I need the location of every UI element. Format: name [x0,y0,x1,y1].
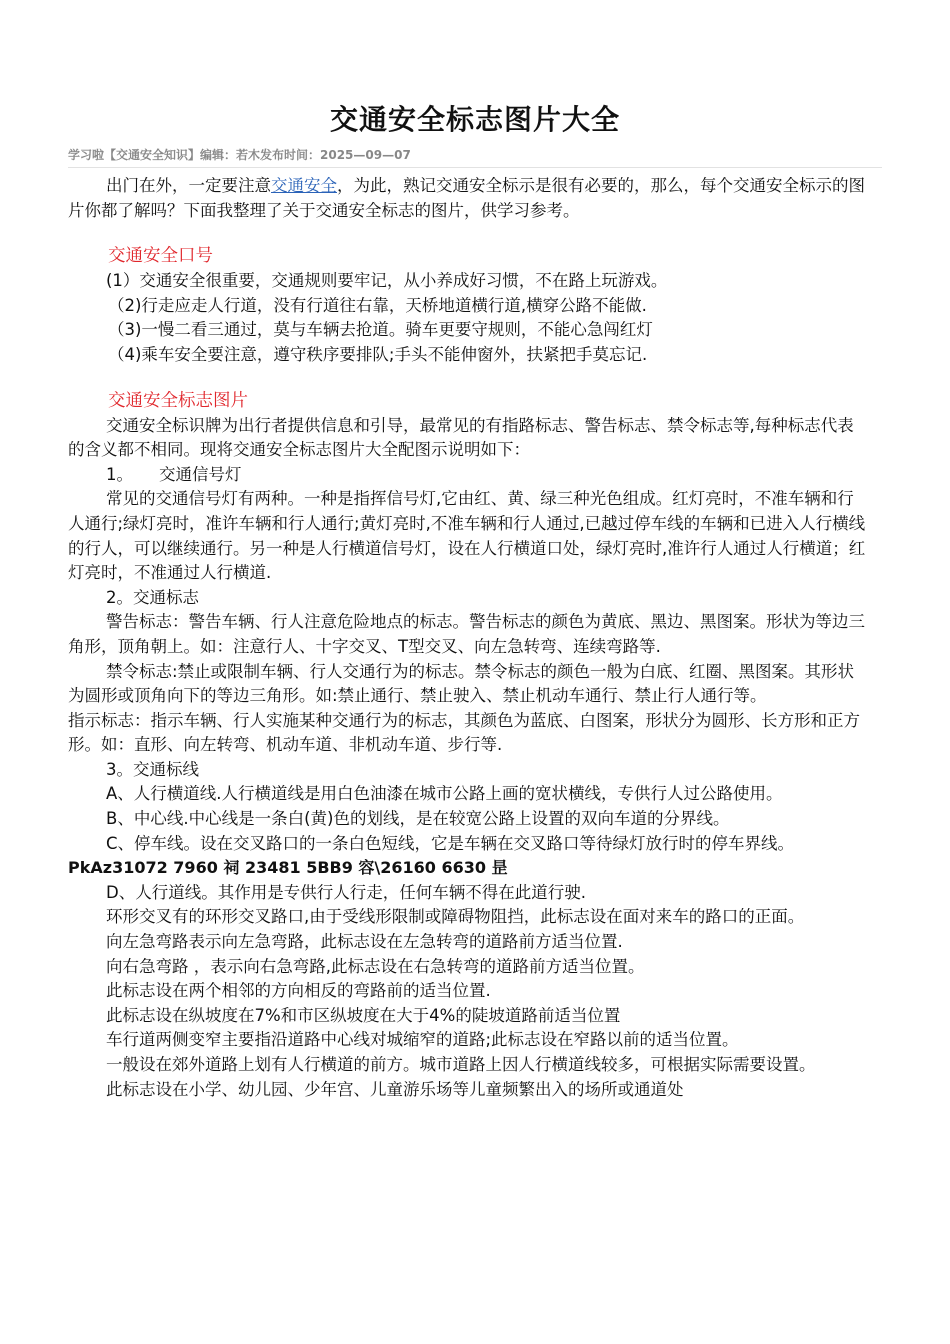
intro-paragraph [68,174,868,223]
crosswalk-line-paragraph: A、人行横道线.人行横道线是用白色油漆在城市公路上画的宽状横线，专供行人过公路使用。 [106,784,783,804]
stop-line-paragraph: C、停车线。设在交叉路口的一条白色短线，它是车辆在交叉路口等待绿灯放行时的停车界线。 [106,833,795,853]
slogan-item: (1）交通安全很重要，交通规则要牢记，从小养成好习惯，不在路上玩游戏。 [106,271,668,291]
intro-text-end: ，为此，熟记交通安全标示是很有必要的，那么，每个交通安全标示的图片你都了解吗？下面我整理了关于交通安全标志的图片，供学习参考。 [68,176,865,220]
indication-sign-paragraph: 指示标志：指示车辆、行人实施某种交通行为的标志，其颜色为蓝底、白图案，形状分为圆形、长方形和正方形。如：直形、向左转弯、机动车道、非机动车道、步行等. [68,710,860,755]
intro-text-start: 出门在外，一定要注意 [106,176,271,195]
signs-intro-paragraph: 交通安全标识牌为出行者提供信息和引导，最常见的有指路标志、警告标志、禁令标志等,每种标志代表的含义都不相同。现将交通安全标志图片大全配图示说明如下： [68,415,854,460]
warning-sign-paragraph: 警告标志：警告车辆、行人注意危险地点的标志。警告标志的颜色为黄底、黑边、黑图案。形状为等边三角形，顶角朝上。如：注意行人、十字交叉、T型交叉、向左急转弯、连续弯路等. [68,612,865,656]
meta-divider [68,167,882,168]
garbled-code-line: PkAz31072 7960 祠 23481 5BB9 容\26160 6630 昰 [68,858,508,878]
children-paragraph: 此标志设在小学、幼儿园、少年宫、儿童游乐场等儿童频繁出入的场所或通道处 [106,1079,684,1099]
center-line-paragraph: B、中心线.中心线是一条白(黄)色的划线，是在较宽公路上设置的双向车道的分界线。 [106,809,730,829]
right-curve-paragraph: 向右急弯路 ，表示向右急弯路,此标志设在右急转弯的道路前方适当位置。 [106,956,645,976]
section-heading-signs: 交通安全标志图片 [108,390,248,411]
slogan-item: （2)行走应走人行道，没有行道往右靠，天桥地道横行道,横穿公路不能做. [108,295,647,315]
slogan-item: （4)乘车安全要注意，遵守秩序要排队;手头不能伸窗外，扶紧把手莫忘记. [108,344,648,364]
item-1-title: 交通信号灯 [159,464,242,484]
reverse-curve-paragraph: 此标志设在两个相邻的方向相反的弯路前的适当位置. [106,981,491,1001]
sidewalk-line-paragraph: D、人行道线。其作用是专供行人行走，任何车辆不得在此道行驶. [106,882,586,902]
item-2-heading: 2。交通标志 [106,587,199,607]
traffic-safety-link[interactable]: 交通安全 [271,176,337,195]
left-curve-paragraph: 向左急弯路表示向左急弯路，此标志设在左急转弯的道路前方适当位置. [106,932,623,952]
page-title: 交通安全标志图片大全 [329,103,620,136]
roundabout-paragraph: 环形交叉有的环形交叉路口,由于受线形限制或障碍物阻挡，此标志设在面对来车的路口的正面。 [106,907,805,927]
steep-slope-paragraph: 此标志设在纵坡度在7%和市区纵坡度在大于4%的陡坡道路前适当位置 [106,1005,621,1025]
signal-light-paragraph: 常见的交通信号灯有两种。一种是指挥信号灯,它由红、黄、绿三种光色组成。红灯亮时，不准车辆和行人通行;绿灯亮时，准许车辆和行人通行;黄灯亮时,不准车辆和行人通过,已越过停车线的车辆和已进入人行横线的行人，可以继续通行。另一种是人行横道信号灯，设在人行横道口处，绿灯亮时,准许行人通过人行横道；红灯亮时，不准通过人行横道. [68,489,866,583]
prohibition-sign-paragraph: 禁令标志:禁止或限制车辆、行人交通行为的标志。禁令标志的颜色一般为白底、红圈、黑图案。其形状为圆形或顶角向下的等边三角形。如:禁止通行、禁止驶入、禁止机动车通行、禁止行人通行等。 [68,661,855,706]
section-heading-slogans: 交通安全口号 [108,246,213,267]
article-body [68,174,868,1102]
item-1-number: 1。 [106,464,133,484]
item-3-heading: 3。交通标线 [106,759,199,779]
article-meta: 学习啦【交通安全知识】编辑：若木发布时间：2025—09—07 [68,148,411,162]
narrow-road-paragraph: 车行道两侧变窄主要指沿道路中心线对城缩窄的道路;此标志设在窄路以前的适当位置。 [106,1030,739,1050]
slogan-item: （3)一慢二看三通过，莫与车辆去抢道。骑车更要守规则，不能心急闯红灯 [108,320,653,340]
pedestrian-crossing-paragraph: 一般设在郊外道路上划有人行横道的前方。城市道路上因人行横道线较多，可根据实际需要设置。 [106,1055,816,1074]
item-1-heading [106,463,868,488]
